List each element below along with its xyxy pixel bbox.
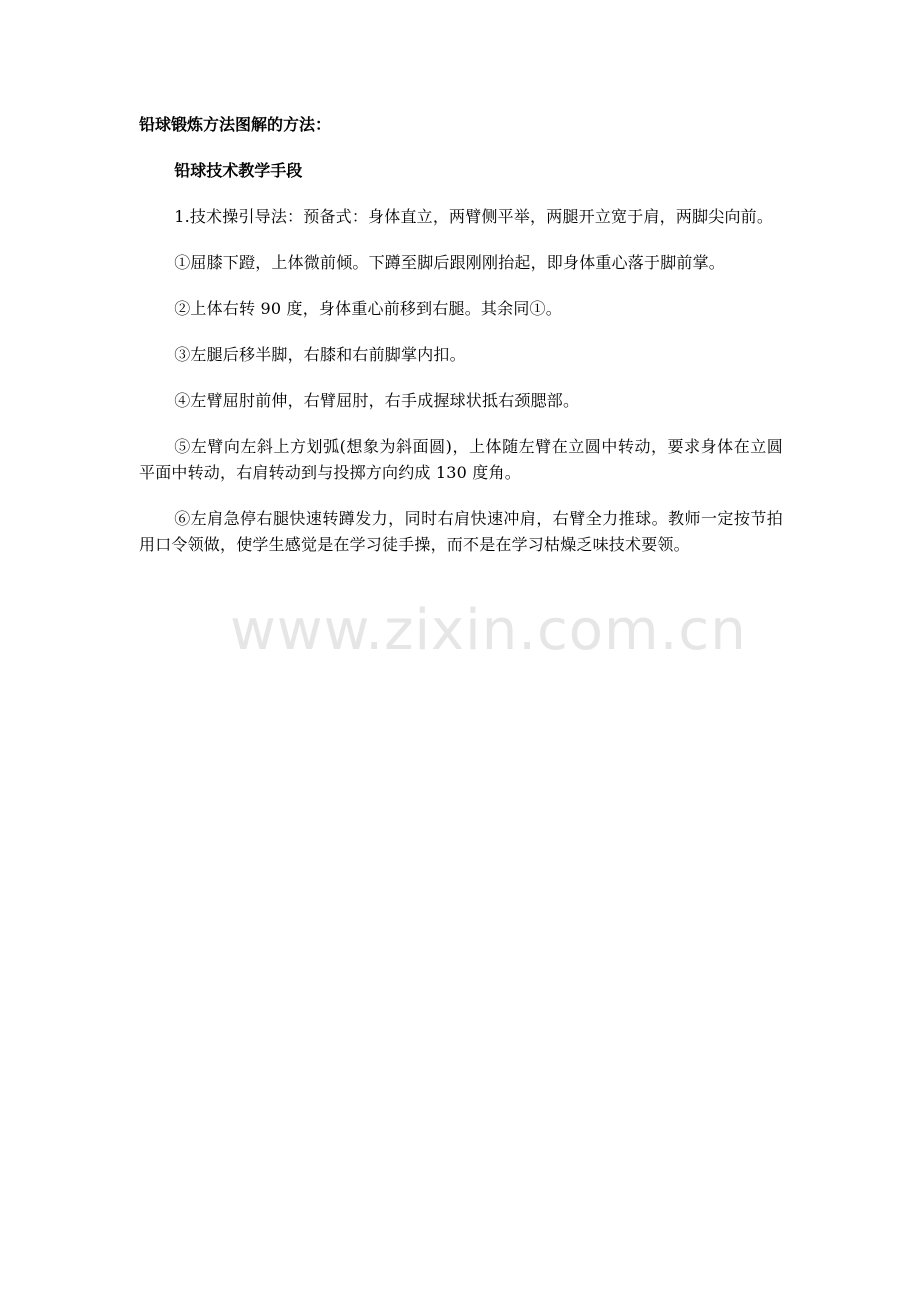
paragraph-step-5: ⑤左臂向左斜上方划弧(想象为斜面圆)，上体随左臂在立圆中转动，要求身体在立圆平面中转动，右肩转动到与投掷方向约成 130 度角。 — [139, 437, 783, 482]
paragraph-technique-intro: 1.技术操引导法：预备式：身体直立，两臂侧平举，两腿开立宽于肩，两脚尖向前。 — [174, 207, 774, 226]
paragraph-step-6: ⑥左肩急停右腿快速转蹲发力，同时右肩快速冲肩，右臂全力推球。教师一定按节拍用口令领做，使学生感觉是在学习徒手操，而不是在学习枯燥乏味技术要领。 — [139, 509, 783, 554]
document-body — [139, 112, 783, 578]
watermark: www.zixin.com.cn — [230, 598, 747, 663]
paragraph-step-2: ②上体右转 90 度，身体重心前移到右腿。其余同①。 — [174, 299, 562, 318]
section-heading: 铅球技术教学手段 — [174, 161, 303, 180]
paragraph-step-1: ①屈膝下蹬，上体微前倾。下蹲至脚后跟刚刚抬起，即身体重心落于脚前掌。 — [174, 253, 725, 272]
paragraph-step-4: ④左臂屈肘前伸，右臂屈肘，右手成握球状抵右颈腮部。 — [174, 391, 580, 410]
document-title: 铅球锻炼方法图解的方法： — [139, 115, 332, 134]
paragraph-step-3: ③左腿后移半脚，右膝和右前脚掌内扣。 — [174, 345, 466, 364]
